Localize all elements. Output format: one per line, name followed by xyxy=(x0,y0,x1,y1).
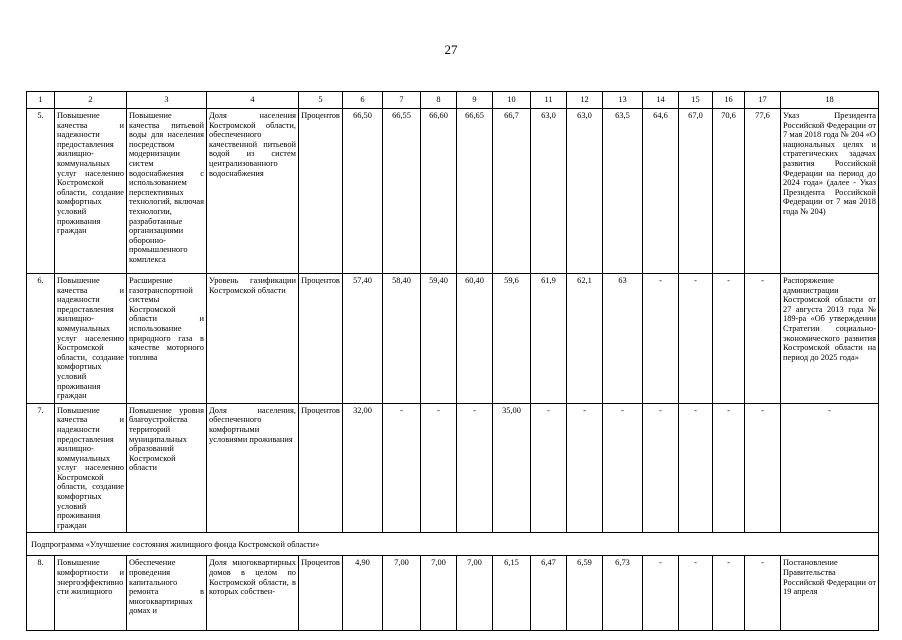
header-cell: 17 xyxy=(745,92,781,109)
header-cell: 13 xyxy=(603,92,643,109)
value-cell: 62,1 xyxy=(567,274,603,404)
value-cell: - xyxy=(567,403,603,533)
value-cell: 67,0 xyxy=(679,109,713,274)
value-cell: - xyxy=(421,403,457,533)
value-cell: 7,00 xyxy=(457,556,493,631)
basis-cell: - xyxy=(781,403,879,533)
goal-cell: Повышение качества и надежности предоставления жилищно-коммунальных услуг населению Костромской области, создание комфортных условий проживания граждан xyxy=(55,403,127,533)
header-cell: 18 xyxy=(781,92,879,109)
value-cell: - xyxy=(679,274,713,404)
value-cell: 63,0 xyxy=(567,109,603,274)
value-cell: - xyxy=(713,403,745,533)
subprogram-row xyxy=(27,533,879,556)
indicator-cell: Доля населения, обеспеченного комфортными условиями проживания xyxy=(207,403,299,533)
value-cell: 63,5 xyxy=(603,109,643,274)
indicator-cell: Доля многоквартирных домов в целом по Костромской области, в которых собствен- xyxy=(207,556,299,631)
basis-cell: Указ Президента Российской Федерации от 7 мая 2018 года № 204 «О национальных целях и стратегических задачах развития Российской Федерации на период до 2024 года» (далее - Указ Президента Российской Федерации от 7 мая 2018 года № 204) xyxy=(781,109,879,274)
task-cell: Повышение качества питьевой воды для населения посредством модернизации систем водоснабжения с использованием перспективных технологий, включая технологии, разработанные организациями оборонно-промышленного комплекса xyxy=(127,109,207,274)
value-cell: 66,50 xyxy=(343,109,383,274)
header-cell: 14 xyxy=(643,92,679,109)
unit-cell: Процентов xyxy=(299,109,343,274)
value-cell: - xyxy=(713,274,745,404)
header-cell: 3 xyxy=(127,92,207,109)
value-cell: - xyxy=(643,274,679,404)
task-cell: Обеспечение проведения капитального ремонта в многоквартирных домах и xyxy=(127,556,207,631)
row-number: 5. xyxy=(27,109,55,274)
value-cell: 59,6 xyxy=(493,274,531,404)
value-cell: - xyxy=(745,403,781,533)
indicators-table xyxy=(26,91,879,631)
indicator-cell: Доля населения Костромской области, обеспеченного качественной питьевой водой из систем централизованного водоснабжения xyxy=(207,109,299,274)
header-cell: 15 xyxy=(679,92,713,109)
unit-cell: Процентов xyxy=(299,403,343,533)
header-cell: 2 xyxy=(55,92,127,109)
header-cell: 5 xyxy=(299,92,343,109)
value-cell: 7,00 xyxy=(421,556,457,631)
table-row xyxy=(27,109,879,274)
header-cell: 6 xyxy=(343,92,383,109)
table-row xyxy=(27,403,879,533)
value-cell: 66,7 xyxy=(493,109,531,274)
value-cell: 66,65 xyxy=(457,109,493,274)
header-cell: 11 xyxy=(531,92,567,109)
value-cell: 66,60 xyxy=(421,109,457,274)
value-cell: 59,40 xyxy=(421,274,457,404)
basis-cell: Постановление Правительства Российской Федерации от 19 апреля xyxy=(781,556,879,631)
value-cell: 61,9 xyxy=(531,274,567,404)
row-number: 6. xyxy=(27,274,55,404)
goal-cell: Повышение качества и надежности предоставления жилищно-коммунальных услуг населению Костромской области, создание комфортных условий проживания граждан xyxy=(55,109,127,274)
value-cell: - xyxy=(679,556,713,631)
value-cell: 6,15 xyxy=(493,556,531,631)
value-cell: 63,0 xyxy=(531,109,567,274)
subprogram-title: Подпрограмма «Улучшение состояния жилищного фонда Костромской области» xyxy=(27,533,879,556)
value-cell: - xyxy=(679,403,713,533)
value-cell: 6,59 xyxy=(567,556,603,631)
value-cell: 66,55 xyxy=(383,109,421,274)
value-cell: - xyxy=(713,556,745,631)
page-number: 27 xyxy=(444,42,458,57)
header-cell: 10 xyxy=(493,92,531,109)
value-cell: 7,00 xyxy=(383,556,421,631)
header-cell: 16 xyxy=(713,92,745,109)
header-cell: 4 xyxy=(207,92,299,109)
value-cell: - xyxy=(457,403,493,533)
value-cell: - xyxy=(643,403,679,533)
value-cell: - xyxy=(745,274,781,404)
value-cell: 6,73 xyxy=(603,556,643,631)
value-cell: - xyxy=(643,556,679,631)
value-cell: 58,40 xyxy=(383,274,421,404)
header-row xyxy=(27,92,879,109)
table-row xyxy=(27,274,879,404)
value-cell: - xyxy=(603,403,643,533)
task-cell: Повышение уровня благоустройства территорий муниципальных образований Костромской области xyxy=(127,403,207,533)
value-cell: - xyxy=(745,556,781,631)
row-number: 7. xyxy=(27,403,55,533)
goal-cell: Повышение комфортности и энергоэффективности жилищного xyxy=(55,556,127,631)
value-cell: 35,00 xyxy=(493,403,531,533)
header-cell: 9 xyxy=(457,92,493,109)
task-cell: Расширение газотранспортной системы Костромской области и использование природного газа в качестве моторного топлива xyxy=(127,274,207,404)
value-cell: 4,90 xyxy=(343,556,383,631)
value-cell: 60,40 xyxy=(457,274,493,404)
goal-cell: Повышение качества и надежности предоставления жилищно-коммунальных услуг населению Костромской области, создание комфортных условий проживания граждан xyxy=(55,274,127,404)
row-number: 8. xyxy=(27,556,55,631)
value-cell: 32,00 xyxy=(343,403,383,533)
value-cell: - xyxy=(531,403,567,533)
unit-cell: Процентов xyxy=(299,274,343,404)
header-cell: 8 xyxy=(421,92,457,109)
value-cell: 70,6 xyxy=(713,109,745,274)
header-cell: 7 xyxy=(383,92,421,109)
value-cell: 64,6 xyxy=(643,109,679,274)
header-cell: 1 xyxy=(27,92,55,109)
value-cell: 57,40 xyxy=(343,274,383,404)
value-cell: 63 xyxy=(603,274,643,404)
header-cell: 12 xyxy=(567,92,603,109)
unit-cell: Процентов xyxy=(299,556,343,631)
indicator-cell: Уровень газификации Костромской области xyxy=(207,274,299,404)
value-cell: - xyxy=(383,403,421,533)
value-cell: 77,6 xyxy=(745,109,781,274)
value-cell: 6,47 xyxy=(531,556,567,631)
table-row xyxy=(27,556,879,631)
basis-cell: Распоряжение администрации Костромской области от 27 августа 2013 года № 189-ра «Об утверждении Стратегии социально-экономического развития Костромской области на период до 2025 года» xyxy=(781,274,879,404)
